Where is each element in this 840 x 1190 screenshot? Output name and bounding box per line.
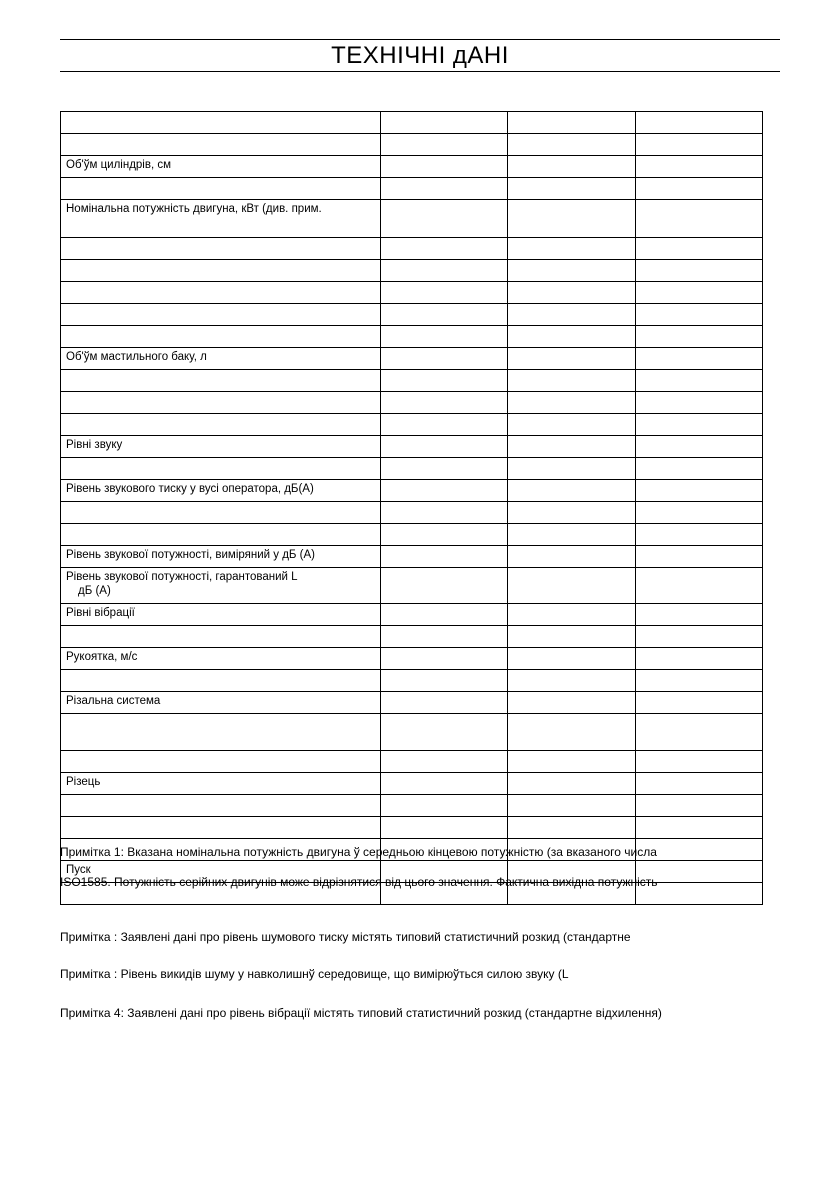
value-cell <box>508 178 636 200</box>
row-label-cell <box>61 326 381 348</box>
table-row <box>61 817 763 839</box>
title-top-rule <box>60 39 780 40</box>
value-cell <box>381 714 508 751</box>
value-cell <box>381 626 508 648</box>
table-row <box>61 480 763 502</box>
value-cell <box>381 773 508 795</box>
value-cell <box>508 282 636 304</box>
row-label-cell <box>61 392 381 414</box>
table-row <box>61 178 763 200</box>
value-cell <box>508 156 636 178</box>
row-label: Об'ўм циліндрів, см <box>66 159 172 171</box>
row-label-cell <box>61 524 381 546</box>
value-cell <box>508 546 636 568</box>
note-3: Примітка : Рівень викидів шуму у навколишнў середовище, що вимірюўться силою звуку (L <box>60 967 569 981</box>
value-cell <box>381 370 508 392</box>
table-row <box>61 751 763 773</box>
note-2: Примітка : Заявлені дані про рівень шумового тиску містять типовий статистичний розкид (стандартне <box>60 930 631 944</box>
page-title: ТЕХНІЧНІ дАНІ <box>331 42 509 69</box>
table-row <box>61 546 763 568</box>
row-label-cell <box>61 546 381 568</box>
value-cell <box>508 112 636 134</box>
row-label-cell <box>61 670 381 692</box>
value-cell <box>636 392 763 414</box>
value-cell <box>636 458 763 480</box>
value-cell <box>381 795 508 817</box>
value-cell <box>381 458 508 480</box>
value-cell <box>381 134 508 156</box>
table-row <box>61 524 763 546</box>
value-cell <box>508 326 636 348</box>
value-cell <box>636 714 763 751</box>
value-cell <box>636 773 763 795</box>
table-row <box>61 260 763 282</box>
table-row <box>61 714 763 751</box>
table-row <box>61 326 763 348</box>
row-label-cell <box>61 260 381 282</box>
row-label-cell <box>61 692 381 714</box>
row-label-cell <box>61 458 381 480</box>
value-cell <box>381 817 508 839</box>
row-label: Рівні вібрації <box>66 607 135 619</box>
value-cell <box>636 112 763 134</box>
table-row <box>61 568 763 604</box>
row-label-cell <box>61 178 381 200</box>
value-cell <box>381 568 508 604</box>
value-cell <box>381 546 508 568</box>
row-label: Рівень звукової потужності, виміряний у дБ (A) <box>66 549 315 561</box>
value-cell <box>381 282 508 304</box>
note-4: Примітка 4: Заявлені дані про рівень вібрації містять типовий статистичний розкид (стандартне відхилення) <box>60 1006 662 1020</box>
value-cell <box>508 524 636 546</box>
value-cell <box>508 200 636 238</box>
value-cell <box>636 546 763 568</box>
value-cell <box>636 817 763 839</box>
value-cell <box>508 714 636 751</box>
table-row <box>61 200 763 238</box>
table-row <box>61 134 763 156</box>
value-cell <box>381 238 508 260</box>
row-label-cell <box>61 626 381 648</box>
row-label-cell <box>61 156 381 178</box>
value-cell <box>508 260 636 282</box>
value-cell <box>508 370 636 392</box>
table-row <box>61 392 763 414</box>
row-label-cell <box>61 751 381 773</box>
row-label: Рівень звукової потужності, гарантований L <box>66 571 298 583</box>
value-cell <box>381 260 508 282</box>
value-cell <box>636 260 763 282</box>
row-label: Пуск <box>66 864 91 876</box>
row-label: Рівень звукового тиску у вусі оператора, дБ(A) <box>66 483 314 495</box>
value-cell <box>508 134 636 156</box>
value-cell <box>636 134 763 156</box>
row-label-cell <box>61 773 381 795</box>
value-cell <box>381 480 508 502</box>
value-cell <box>381 524 508 546</box>
table-row <box>61 692 763 714</box>
value-cell <box>508 670 636 692</box>
table-row <box>61 112 763 134</box>
note-1-continuation: ISO1585. Потужність серійних двигунів може відрізнятися від цього значення. Фактична вихідна потужність <box>60 875 658 889</box>
value-cell <box>636 348 763 370</box>
value-cell <box>508 751 636 773</box>
value-cell <box>508 414 636 436</box>
table-row <box>61 795 763 817</box>
value-cell <box>636 524 763 546</box>
table-row <box>61 436 763 458</box>
value-cell <box>636 648 763 670</box>
value-cell <box>381 692 508 714</box>
value-cell <box>508 238 636 260</box>
value-cell <box>508 795 636 817</box>
value-cell <box>381 392 508 414</box>
value-cell <box>636 604 763 626</box>
table-row <box>61 156 763 178</box>
row-label-cell <box>61 795 381 817</box>
value-cell <box>636 480 763 502</box>
row-label-cell <box>61 436 381 458</box>
value-cell <box>508 817 636 839</box>
value-cell <box>636 282 763 304</box>
row-label-cell <box>61 648 381 670</box>
value-cell <box>508 502 636 524</box>
value-cell <box>381 670 508 692</box>
value-cell <box>508 458 636 480</box>
value-cell <box>636 436 763 458</box>
row-label-cell <box>61 200 381 238</box>
value-cell <box>508 568 636 604</box>
technical-data-table <box>60 111 763 905</box>
row-label: Номінальна потужність двигуна, кВт (див. прим. <box>66 203 322 215</box>
table-row <box>61 414 763 436</box>
row-label-cell <box>61 480 381 502</box>
row-label-cell <box>61 238 381 260</box>
value-cell <box>381 200 508 238</box>
table-row <box>61 626 763 648</box>
value-cell <box>636 795 763 817</box>
value-cell <box>636 178 763 200</box>
table-row <box>61 238 763 260</box>
value-cell <box>636 626 763 648</box>
table-row <box>61 773 763 795</box>
row-label-cell <box>61 134 381 156</box>
row-label: Рівні звуку <box>66 439 123 451</box>
value-cell <box>636 692 763 714</box>
table-row <box>61 282 763 304</box>
value-cell <box>636 238 763 260</box>
value-cell <box>508 773 636 795</box>
table-row <box>61 648 763 670</box>
row-label-cell <box>61 414 381 436</box>
value-cell <box>381 178 508 200</box>
row-label: Різець <box>66 776 101 788</box>
value-cell <box>508 648 636 670</box>
title-bottom-rule <box>60 71 780 72</box>
row-label-cell <box>61 304 381 326</box>
row-label-cell <box>61 568 381 604</box>
value-cell <box>508 692 636 714</box>
note-1: Примітка 1: Вказана номінальна потужність двигуна ў середньою кінцевою потужністю (за вказаного числа <box>60 845 657 859</box>
row-label: Різальна система <box>66 695 161 707</box>
row-label-cell <box>61 502 381 524</box>
row-label: Об'ўм мастильного баку, л <box>66 351 207 363</box>
row-label: Рукоятка, м/с <box>66 651 138 663</box>
value-cell <box>508 604 636 626</box>
value-cell <box>381 436 508 458</box>
value-cell <box>508 304 636 326</box>
value-cell <box>381 648 508 670</box>
row-label-cell <box>61 714 381 751</box>
value-cell <box>381 156 508 178</box>
value-cell <box>508 480 636 502</box>
value-cell <box>636 304 763 326</box>
row-label-cell <box>61 282 381 304</box>
row-label-cell <box>61 604 381 626</box>
table-row <box>61 670 763 692</box>
value-cell <box>381 326 508 348</box>
value-cell <box>636 370 763 392</box>
value-cell <box>636 414 763 436</box>
value-cell <box>636 156 763 178</box>
value-cell <box>636 568 763 604</box>
value-cell <box>381 112 508 134</box>
table-row <box>61 370 763 392</box>
value-cell <box>636 326 763 348</box>
row-label-cell <box>61 817 381 839</box>
table-row <box>61 304 763 326</box>
value-cell <box>381 502 508 524</box>
value-cell <box>636 751 763 773</box>
table-row <box>61 348 763 370</box>
row-label-continuation: дБ (A) <box>78 585 111 597</box>
value-cell <box>508 392 636 414</box>
value-cell <box>381 414 508 436</box>
value-cell <box>636 200 763 238</box>
value-cell <box>381 604 508 626</box>
value-cell <box>381 751 508 773</box>
row-label-cell <box>61 112 381 134</box>
value-cell <box>381 304 508 326</box>
value-cell <box>508 436 636 458</box>
table-row <box>61 502 763 524</box>
value-cell <box>636 670 763 692</box>
table-row <box>61 604 763 626</box>
value-cell <box>636 502 763 524</box>
value-cell <box>508 626 636 648</box>
table-row <box>61 458 763 480</box>
value-cell <box>381 348 508 370</box>
value-cell <box>508 348 636 370</box>
row-label-cell <box>61 348 381 370</box>
row-label-cell <box>61 370 381 392</box>
